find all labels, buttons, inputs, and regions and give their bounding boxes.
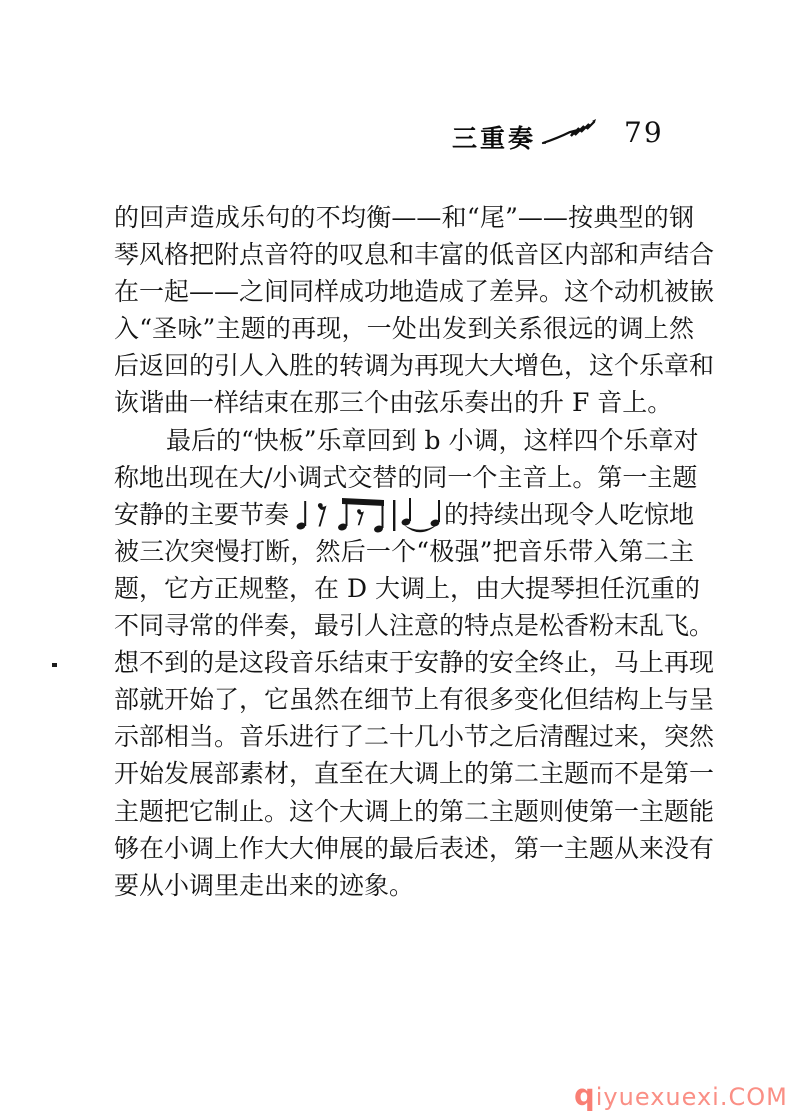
text-line: 够在小调上作大大伸展的最后表述，第一主题从来没有 <box>114 833 715 863</box>
text-line: 被三次突慢打断，然后一个“极强”把音乐带入第二主 <box>114 536 694 566</box>
body-text <box>114 199 715 904</box>
text-line: 在一起——之间同样成功地造成了差异。这个动机被嵌 <box>114 277 715 307</box>
rhythm-notation-icon <box>292 493 442 537</box>
text-line: 最后的“快板”乐章回到 b 小调，这样四个乐章对 <box>166 425 699 455</box>
text-line: 主题把它制止。这个大调上的第二主题则使第一主题能 <box>114 796 715 826</box>
text-line: 后返回的引人入胜的转调为再现大大增色，这个乐章和 <box>114 351 715 381</box>
text-line: 的回声造成乐句的不均衡——和“尾”——按典型的钢 <box>114 203 694 232</box>
text-line: 示部相当。音乐进行了二十几小节之后清醒过来，突然 <box>114 722 715 752</box>
watermark-initial: q <box>574 1078 596 1112</box>
text-line: 诙谐曲一样结束在那三个由弦乐奏出的升 F 音上。 <box>114 388 673 418</box>
text-line: 开始发展部素材，直至在大调上的第二主题而不是第一 <box>114 759 715 789</box>
text-line: 不同寻常的伴奏，最引人注意的特点是松香粉末乱飞。 <box>114 611 715 641</box>
text-line: 入“圣咏”主题的再现，一处出发到关系很远的调上然 <box>114 314 694 344</box>
notation-line-after: 的持续出现令人吃惊地 <box>443 499 694 529</box>
notation-line-before: 安静的主要节奏 <box>114 499 290 529</box>
scan-artifact-speck <box>52 663 57 667</box>
text-line: 题，它方正规整，在 D 大调上，由大提琴担任沉重的 <box>114 573 700 603</box>
running-title: 三重奏 <box>452 124 537 153</box>
text-line: 琴风格把附点音符的叹息和丰富的低音区内部和声结合 <box>114 240 715 270</box>
text-line: 部就开始了，它虽然在细节上有很多变化但结构上与呈 <box>114 685 715 715</box>
watermark <box>574 1078 788 1112</box>
page-number: 79 <box>624 116 664 149</box>
watermark-text: iyuexuexi.COM <box>595 1083 788 1111</box>
flourish-icon <box>540 110 606 152</box>
text-line: 称地出现在大/小调式交替的同一个主音上。第一主题 <box>114 462 698 492</box>
text-line: 想不到的是这段音乐结束于安静的安全终止，马上再现 <box>114 648 715 678</box>
text-line: 要从小调里走出来的迹象。 <box>114 870 415 900</box>
text-line-with-notation <box>114 496 694 533</box>
